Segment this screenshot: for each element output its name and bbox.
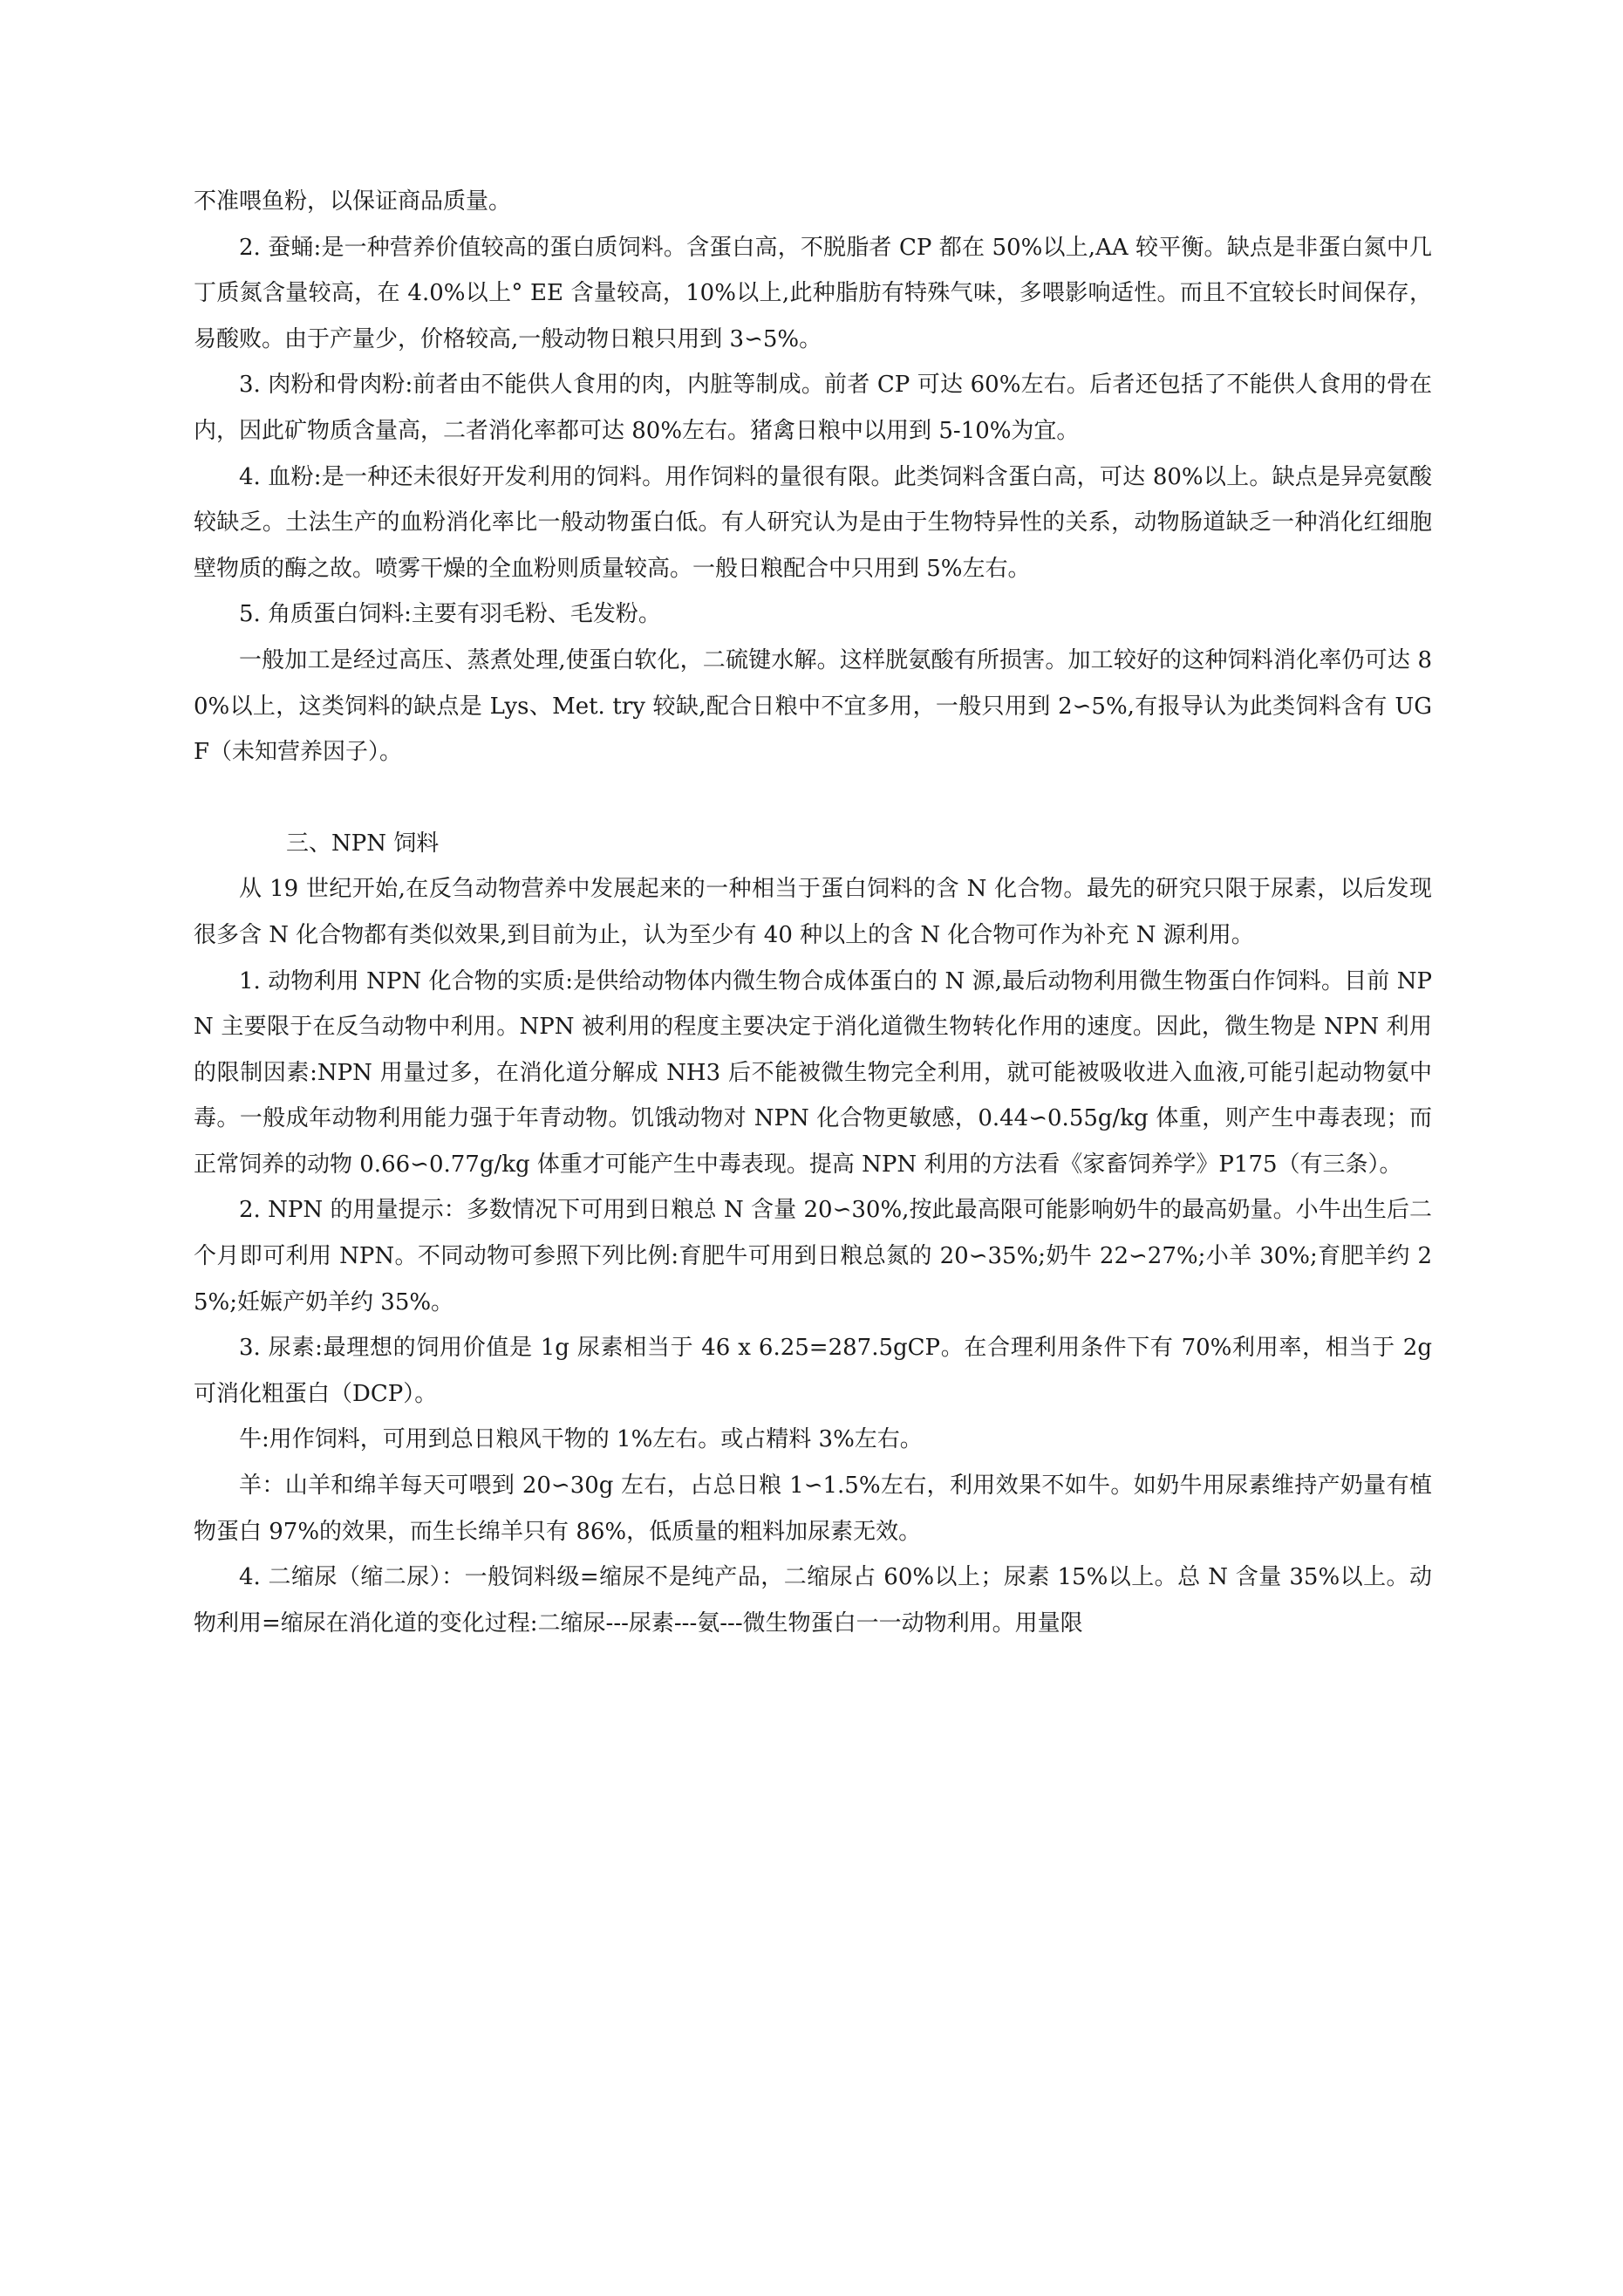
paragraph-blood-meal: 4. 血粉:是一种还未很好开发利用的饲料。用作饲料的量很有限。此类饲料含蛋白高，可达 80%以上。缺点是异亮氨酸较缺乏。土法生产的血粉消化率比一般动物蛋白低。有人研究认为是由于生物特异性的关系，动物肠道缺乏一种消化红细胞壁物质的酶之故。喷雾干燥的全血粉则质量较高。一般日粮配合中只用到 5%左右。 [194,463,1432,582]
paragraph-npn-dosage: 2. NPN 的用量提示：多数情况下可用到日粮总 N 含量 20∽30%,按此最高限可能影响奶牛的最高奶量。小牛出生后二个月即可利用 NPN。不同动物可参照下列比例:育肥牛可用到日粮总氮的 20∽35%;奶牛 22∽27%;小羊 30%;育肥羊约 25%;妊娠产奶羊约 35%。 [194,1197,1432,1315]
paragraph-meat-bone-meal: 3. 肉粉和骨肉粉:前者由不能供人食用的肉，内脏等制成。前者 CP 可达 60%左右。后者还包括了不能供人食用的骨在内，因此矿物质含量高，二者消化率都可达 80%左右。猪禽日粮中以用到 5-10%为宜。 [194,372,1432,444]
paragraph-silkworm-pupa: 2. 蚕蛹:是一种营养价值较高的蛋白质饲料。含蛋白高，不脱脂者 CP 都在 50%以上,AA 较平衡。缺点是非蛋白氮中几丁质氮含量较高，在 4.0%以上° EE 含量较高，10%以上,此种脂肪有特殊气味，多喂影响适性。而且不宜较长时间保存，易酸败。由于产量少，价格较高,一般动物日粮只用到 3∽5%。 [194,234,1432,352]
paragraph-fishmeal-end: 不准喂鱼粉，以保证商品质量。 [194,188,512,215]
section-heading-npn: 三、NPN 饲料 [286,830,440,857]
document-body [194,179,1432,1646]
paragraph-keratin-processing: 一般加工是经过高压、蒸煮处理,使蛋白软化，二硫键水解。这样胱氨酸有所损害。加工较好的这种饲料消化率仍可达 80%以上，这类饲料的缺点是 Lys、Met. try 较缺,配合日粮中不宜多用，一般只用到 2∽5%,有报导认为此类饲料含有 UGF（未知营养因子）。 [194,646,1432,766]
paragraph-npn-intro: 从 19 世纪开始,在反刍动物营养中发展起来的一种相当于蛋白饲料的含 N 化合物。最先的研究只限于尿素，以后发现很多含 N 化合物都有类似效果,到目前为止，认为至少有 40 种以上的含 N 化合物可作为补充 N 源利用。 [194,876,1432,948]
paragraph-cattle: 牛:用作饲料，可用到总日粮风干物的 1%左右。或占精料 3%左右。 [239,1426,923,1453]
paragraph-npn-essence: 1. 动物利用 NPN 化合物的实质:是供给动物体内微生物合成体蛋白的 N 源,最后动物利用微生物蛋白作饲料。目前 NPN 主要限于在反刍动物中利用。NPN 被利用的程度主要决定于消化道微生物转化作用的速度。因此，微生物是 NPN 利用的限制因素:NPN 用量过多，在消化道分解成 NH3 后不能被微生物完全利用，就可能被吸收进入血液,可能引起动物氨中毒。一般成年动物利用能力强于年青动物。饥饿动物对 NPN 化合物更敏感，0.44∽0.55g/kg 体重，则产生中毒表现；而正常饲养的动物 0.66∽0.77g/kg 体重才可能产生中毒表现。提高 NPN 利用的方法看《家畜饲养学》P175（有三条）。 [194,967,1432,1178]
paragraph-urea: 3. 尿素:最理想的饲用价值是 1g 尿素相当于 46 x 6.25=287.5gCP。在合理利用条件下有 70%利用率，相当于 2g 可消化粗蛋白（DCP）。 [194,1335,1432,1407]
paragraph-biuret: 4. 二缩尿（缩二尿）：一般饲料级=缩尿不是纯产品，二缩尿占 60%以上；尿素 15%以上。总 N 含量 35%以上。动物利用=缩尿在消化道的变化过程:二缩尿---尿素---氨---微生物蛋白一一动物利用。用量限 [194,1564,1432,1637]
paragraph-sheep: 羊：山羊和绵羊每天可喂到 20∽30g 左右，占总日粮 1∽1.5%左右，利用效果不如牛。如奶牛用尿素维持产奶量有植物蛋白 97%的效果，而生长绵羊只有 86%，低质量的粗料加尿素无效。 [194,1473,1432,1545]
paragraph-keratin-feed: 5. 角质蛋白饲料:主要有羽毛粉、毛发粉。 [239,601,661,628]
